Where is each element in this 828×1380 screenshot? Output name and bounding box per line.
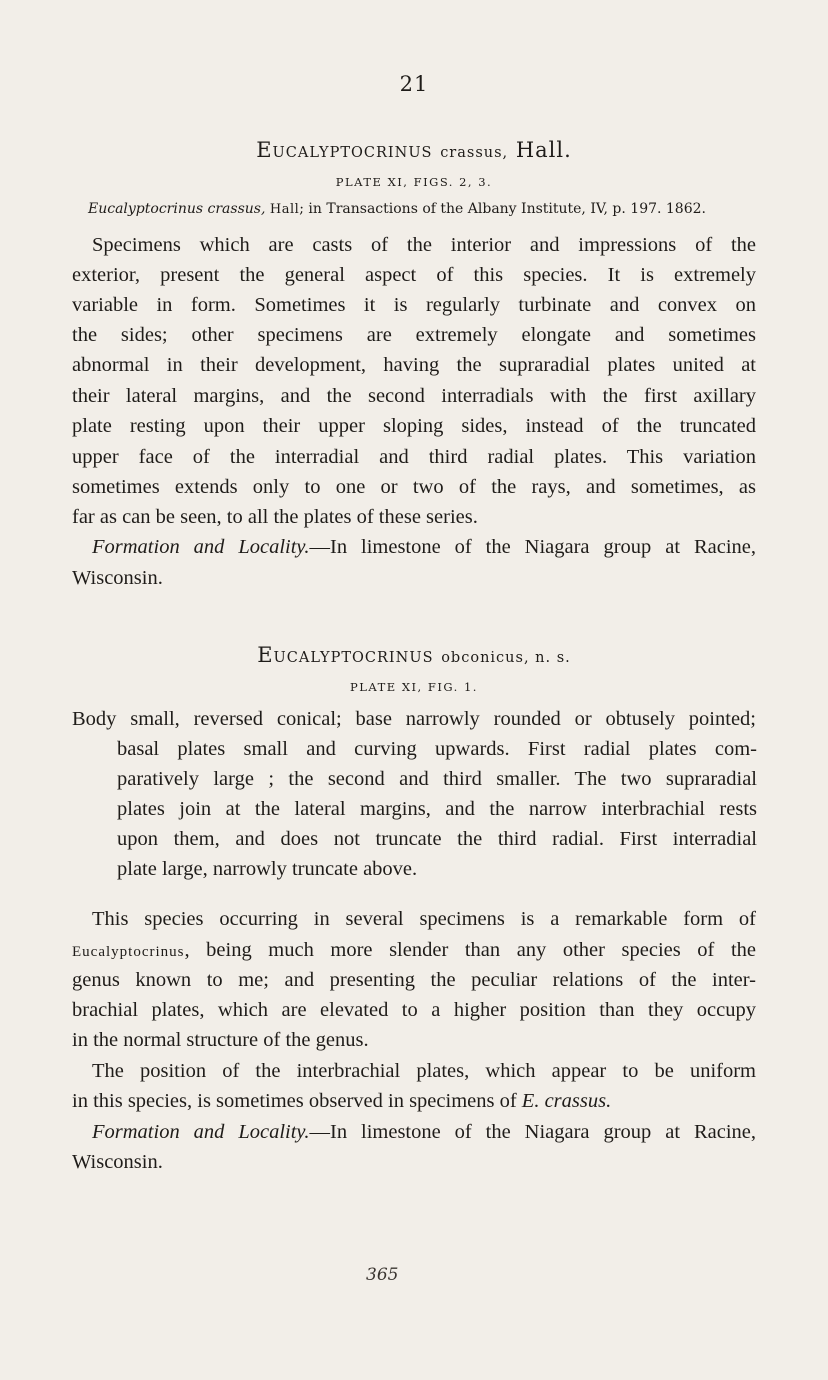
description-line: basal plates small and curving upwards. First radial plates com- [117, 738, 757, 760]
section1-plate: PLATE XI, FIGS. 2, 3. [335, 175, 493, 189]
description-line: plates join at the lateral margins, and the narrow interbrachial rests [117, 798, 757, 820]
para1-line1: This species occurring in several specimens is a remarkable form of [92, 908, 756, 930]
section1-line: the sides; other specimens are extremely elongate and sometimes [72, 324, 756, 346]
section1-genus: EUCALYPTOCRINUS [256, 138, 433, 162]
section2-title: EUCALYPTOCRINUS obconicus, n. s. [257, 643, 571, 667]
genus-smallcaps: Eucalyptocrinus [72, 944, 185, 960]
section2-formation [72, 1120, 756, 1144]
citation-rest: ; in Transactions of the Albany Institute, IV, p. 197. 1862. [299, 201, 706, 217]
formation-text: —In limestone of the Niagara group at Racine, [309, 536, 756, 558]
para2-line2: in this species, is sometimes observed in specimens of E. crassus. [72, 1090, 612, 1112]
section2-species: obconicus, n. s. [441, 650, 571, 666]
para1-line2: Eucalyptocrinus, being much more slender than any other species of the [72, 939, 756, 961]
formation-label: Formation and Locality. [92, 1121, 310, 1143]
formation-label: Formation and Locality. [92, 536, 310, 558]
description-line: Body small, reversed conical; base narrowly rounded or obtusely pointed; [72, 708, 756, 730]
handwritten-signature: 365 [366, 1265, 399, 1285]
para2-line1: The position of the interbrachial plates, which appear to be uniform [92, 1060, 756, 1082]
formation-text: —In limestone of the Niagara group at Racine, [309, 1121, 756, 1143]
section1-line: their lateral margins, and the second interradials with the first axillary [72, 385, 756, 407]
section2-plate: PLATE XI, FIG. 1. [350, 680, 478, 694]
section1-formation-end: Wisconsin. [72, 567, 163, 589]
section1-formation [72, 535, 756, 559]
section1-line: far as can be seen, to all the plates of these series. [72, 506, 478, 528]
para1-line3: genus known to me; and presenting the peculiar relations of the inter- [72, 969, 756, 991]
section1-title [0, 138, 828, 162]
page-number: 21 [399, 72, 429, 96]
description-line: upon them, and does not truncate the third radial. First interradial [117, 828, 757, 850]
section2-genus-rest: UCALYPTOCRINUS [273, 650, 434, 666]
section1-line: sometimes extends only to one or two of the rays, and sometimes, as [72, 476, 756, 498]
para1-line5: in the normal structure of the genus. [72, 1029, 369, 1051]
section1-genus-rest: UCALYPTOCRINUS [272, 145, 433, 161]
section1-line: variable in form. Sometimes it is regularly turbinate and convex on [72, 294, 756, 316]
section1-line: plate resting upon their upper sloping sides, instead of the truncated [72, 415, 756, 437]
description-line: plate large, narrowly truncate above. [117, 858, 418, 880]
section1-species: crassus, [440, 145, 509, 161]
section1-author: Hall. [515, 138, 572, 162]
citation-author: Hall [269, 202, 300, 217]
section1-line: abnormal in their development, having the supraradial plates united at [72, 354, 756, 376]
section1-line: upper face of the interradial and third radial plates. This variation [72, 446, 756, 468]
section1-citation [88, 201, 768, 217]
section1-line: Specimens which are casts of the interior and impressions of the [92, 234, 756, 256]
para1-line4: brachial plates, which are elevated to a higher position than they occupy [72, 999, 756, 1021]
section2-formation-end: Wisconsin. [72, 1151, 163, 1173]
citation-species: Eucalyptocrinus crassus, [88, 201, 266, 217]
section1-line: exterior, present the general aspect of this species. It is extremely [72, 264, 756, 286]
description-line: paratively large ; the second and third smaller. The two supraradial [117, 768, 757, 790]
